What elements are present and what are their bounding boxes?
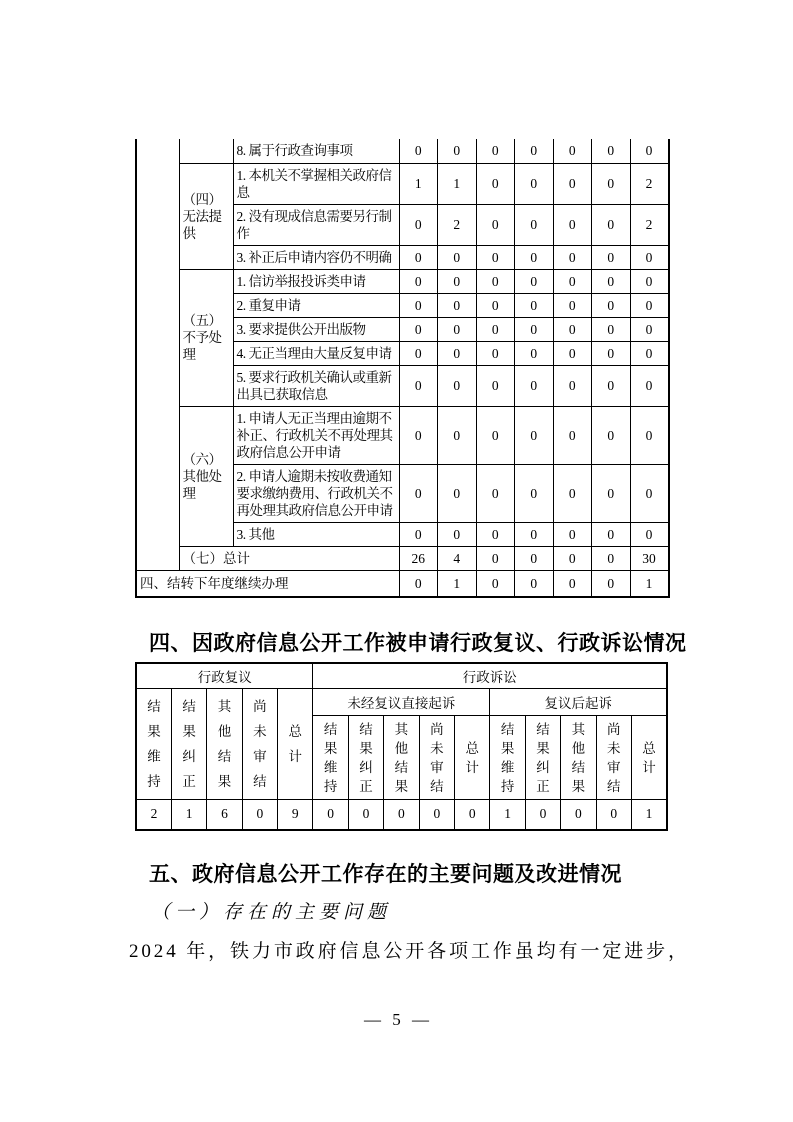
value-cell: 0 xyxy=(553,570,592,597)
value-cell: 0 xyxy=(438,406,477,464)
value-cell: 0 xyxy=(399,139,438,163)
row-label: 4. 无正当理由大量反复申请 xyxy=(233,341,399,365)
value-cell: 0 xyxy=(515,163,554,204)
value-cell: 0 xyxy=(476,522,515,546)
value-cell: 0 xyxy=(476,406,515,464)
row-label: 1. 申请人无正当理由逾期不补正、行政机关不再处理其政府信息公开申请 xyxy=(233,406,399,464)
table-row xyxy=(136,163,669,204)
value-cell: 0 xyxy=(630,139,669,163)
value-cell: 0 xyxy=(438,293,477,317)
value-cell: 1 xyxy=(399,163,438,204)
value-cell: 0 xyxy=(553,341,592,365)
value-cell: 2 xyxy=(438,204,477,245)
value-cell: 0 xyxy=(515,570,554,597)
direct-suit-header-cell: 未经复议直接起诉 xyxy=(313,689,490,716)
value-cell: 0 xyxy=(399,293,438,317)
value-cell: 1 xyxy=(438,570,477,597)
vertical-header-text: 其他结果 xyxy=(394,721,409,794)
vertical-header-text: 总计 xyxy=(288,724,302,764)
value-cell: 0 xyxy=(399,406,438,464)
value-cell: 30 xyxy=(630,546,669,570)
vertical-header-text: 其他结果 xyxy=(217,699,232,789)
value-cell: 0 xyxy=(515,406,554,464)
column-header-other-result xyxy=(207,689,242,800)
review-header-cell: 行政复议 xyxy=(136,663,313,689)
total-row-label: （七）总计 xyxy=(179,546,399,570)
table-row xyxy=(136,269,669,293)
row-label: 5. 要求行政机关确认或重新出具已获取信息 xyxy=(233,365,399,406)
value-cell: 0 xyxy=(630,464,669,522)
value-cell: 0 xyxy=(553,406,592,464)
column-header-result-corrected xyxy=(525,716,560,800)
section-5-heading: 五、政府信息公开工作存在的主要问题及改进情况 xyxy=(149,863,622,886)
value-cell: 0 xyxy=(592,204,631,245)
value-cell: 0 xyxy=(476,163,515,204)
value-cell: 0 xyxy=(515,269,554,293)
value-cell: 0 xyxy=(553,522,592,546)
value-cell: 0 xyxy=(438,245,477,269)
table-header-row xyxy=(136,663,667,689)
value-cell: 0 xyxy=(592,406,631,464)
value-cell: 0 xyxy=(399,245,438,269)
vertical-header-text: 结果纠正 xyxy=(359,721,373,794)
row-label: 1. 本机关不掌握相关政府信息 xyxy=(233,163,399,204)
value-cell: 0 xyxy=(630,245,669,269)
column-header-result-corrected xyxy=(348,716,383,800)
table-row xyxy=(136,139,669,163)
section-5-subheading: （一）存在的主要问题 xyxy=(151,902,392,923)
table-header-row xyxy=(136,689,667,716)
value-cell: 1 xyxy=(490,800,525,830)
value-cell: 4 xyxy=(438,546,477,570)
spanned-empty-cell xyxy=(136,139,179,570)
group-label-unable-to-provide: （四）无法提供 xyxy=(179,163,233,269)
vertical-header-text: 结果维持 xyxy=(147,699,161,789)
value-cell: 0 xyxy=(438,365,477,406)
column-header-result-upheld xyxy=(136,689,171,800)
value-cell: 0 xyxy=(476,293,515,317)
value-cell: 0 xyxy=(476,365,515,406)
column-header-pending xyxy=(242,689,277,800)
value-cell: 0 xyxy=(399,317,438,341)
value-cell: 0 xyxy=(630,341,669,365)
value-cell: 2 xyxy=(630,204,669,245)
row-label: 3. 补正后申请内容仍不明确 xyxy=(233,245,399,269)
column-header-total xyxy=(631,716,667,800)
row-label: 3. 要求提供公开出版物 xyxy=(233,317,399,341)
value-cell: 1 xyxy=(630,570,669,597)
value-cell: 0 xyxy=(438,464,477,522)
value-cell: 0 xyxy=(553,204,592,245)
value-cell: 0 xyxy=(476,245,515,269)
value-cell: 9 xyxy=(278,800,313,830)
value-cell: 1 xyxy=(438,163,477,204)
row-label: 2. 没有现成信息需要另行制作 xyxy=(233,204,399,245)
value-cell: 0 xyxy=(476,570,515,597)
review-litigation-table xyxy=(135,662,668,831)
value-cell: 0 xyxy=(596,800,631,830)
carryover-row-label: 四、结转下年度继续办理 xyxy=(136,570,399,597)
value-cell: 0 xyxy=(592,269,631,293)
value-cell: 0 xyxy=(438,269,477,293)
litigation-header-cell: 行政诉讼 xyxy=(313,663,667,689)
spanned-empty-cell xyxy=(179,139,233,163)
value-cell: 0 xyxy=(438,522,477,546)
column-header-result-upheld xyxy=(313,716,348,800)
value-cell: 0 xyxy=(476,464,515,522)
value-cell: 0 xyxy=(476,139,515,163)
value-cell: 0 xyxy=(592,245,631,269)
value-cell: 6 xyxy=(207,800,242,830)
value-cell: 0 xyxy=(630,317,669,341)
table-row-total xyxy=(136,546,669,570)
value-cell: 0 xyxy=(630,269,669,293)
column-header-other-result xyxy=(561,716,596,800)
column-header-result-corrected xyxy=(171,689,206,800)
value-cell: 0 xyxy=(515,522,554,546)
value-cell: 0 xyxy=(561,800,596,830)
value-cell: 0 xyxy=(592,139,631,163)
column-header-pending xyxy=(419,716,454,800)
value-cell: 0 xyxy=(525,800,560,830)
value-cell: 0 xyxy=(553,245,592,269)
value-cell: 0 xyxy=(553,269,592,293)
value-cell: 0 xyxy=(630,522,669,546)
table-row-carryover xyxy=(136,570,669,597)
vertical-header-text: 总计 xyxy=(642,740,656,775)
value-cell: 0 xyxy=(476,341,515,365)
section-4-heading: 四、因政府信息公开工作被申请行政复议、行政诉讼情况 xyxy=(149,632,687,655)
value-cell: 0 xyxy=(242,800,277,830)
value-cell: 0 xyxy=(476,317,515,341)
vertical-header-text: 结果纠正 xyxy=(182,699,196,789)
value-cell: 0 xyxy=(384,800,419,830)
value-cell: 0 xyxy=(515,365,554,406)
value-cell: 0 xyxy=(553,139,592,163)
value-cell: 0 xyxy=(399,341,438,365)
value-cell: 0 xyxy=(630,293,669,317)
value-cell: 0 xyxy=(515,341,554,365)
value-cell: 0 xyxy=(399,204,438,245)
row-label: 3. 其他 xyxy=(233,522,399,546)
value-cell: 0 xyxy=(553,464,592,522)
value-cell: 0 xyxy=(515,546,554,570)
value-cell: 0 xyxy=(399,522,438,546)
value-cell: 0 xyxy=(592,570,631,597)
value-cell: 0 xyxy=(592,365,631,406)
value-cell: 0 xyxy=(553,365,592,406)
value-cell: 0 xyxy=(399,269,438,293)
processing-results-table xyxy=(135,139,670,598)
value-cell: 0 xyxy=(630,406,669,464)
column-header-total xyxy=(278,689,313,800)
value-cell: 0 xyxy=(592,546,631,570)
value-cell: 0 xyxy=(399,464,438,522)
post-review-suit-header-cell: 复议后起诉 xyxy=(490,689,667,716)
value-cell: 0 xyxy=(515,293,554,317)
value-cell: 2 xyxy=(630,163,669,204)
value-cell: 0 xyxy=(515,139,554,163)
group-label-other-processing: （六）其他处理 xyxy=(179,406,233,546)
table-row xyxy=(136,406,669,464)
value-cell: 0 xyxy=(515,317,554,341)
value-cell: 0 xyxy=(348,800,383,830)
value-cell: 0 xyxy=(630,365,669,406)
value-cell: 0 xyxy=(515,204,554,245)
page-number: — 5 — xyxy=(364,1010,429,1029)
value-cell: 0 xyxy=(592,341,631,365)
table-values-row xyxy=(136,800,667,830)
value-cell: 0 xyxy=(438,139,477,163)
value-cell: 0 xyxy=(455,800,490,830)
value-cell: 1 xyxy=(631,800,667,830)
value-cell: 2 xyxy=(136,800,171,830)
value-cell: 0 xyxy=(476,269,515,293)
row-label: 1. 信访举报投诉类申请 xyxy=(233,269,399,293)
row-label: 2. 重复申请 xyxy=(233,293,399,317)
vertical-header-text: 尚未审结 xyxy=(430,721,444,794)
value-cell: 0 xyxy=(515,245,554,269)
value-cell: 0 xyxy=(313,800,348,830)
group-label-not-processed: （五）不予处理 xyxy=(179,269,233,406)
value-cell: 0 xyxy=(419,800,454,830)
vertical-header-text: 结果维持 xyxy=(323,721,338,794)
value-cell: 0 xyxy=(592,522,631,546)
value-cell: 0 xyxy=(476,204,515,245)
value-cell: 0 xyxy=(399,365,438,406)
body-paragraph-line: 2024 年，铁力市政府信息公开各项工作虽均有一定进步， xyxy=(129,941,690,962)
column-header-pending xyxy=(596,716,631,800)
value-cell: 0 xyxy=(438,341,477,365)
value-cell: 0 xyxy=(592,317,631,341)
column-header-other-result xyxy=(384,716,419,800)
value-cell: 26 xyxy=(399,546,438,570)
value-cell: 0 xyxy=(592,464,631,522)
vertical-header-text: 总计 xyxy=(465,740,479,775)
value-cell: 0 xyxy=(553,293,592,317)
value-cell: 0 xyxy=(438,317,477,341)
row-label: 2. 申请人逾期未按收费通知要求缴纳费用、行政机关不再处理其政府信息公开申请 xyxy=(233,464,399,522)
vertical-header-text: 尚未审结 xyxy=(253,699,267,789)
row-label: 8. 属于行政查询事项 xyxy=(233,139,399,163)
vertical-header-text: 其他结果 xyxy=(571,721,586,794)
value-cell: 0 xyxy=(553,317,592,341)
value-cell: 0 xyxy=(515,464,554,522)
column-header-result-upheld xyxy=(490,716,525,800)
column-header-total xyxy=(455,716,490,800)
vertical-header-text: 结果维持 xyxy=(500,721,515,794)
value-cell: 0 xyxy=(592,293,631,317)
vertical-header-text: 尚未审结 xyxy=(607,721,621,794)
value-cell: 0 xyxy=(553,163,592,204)
value-cell: 0 xyxy=(476,546,515,570)
value-cell: 1 xyxy=(171,800,206,830)
value-cell: 0 xyxy=(592,163,631,204)
value-cell: 0 xyxy=(399,570,438,597)
vertical-header-text: 结果纠正 xyxy=(536,721,550,794)
value-cell: 0 xyxy=(553,546,592,570)
